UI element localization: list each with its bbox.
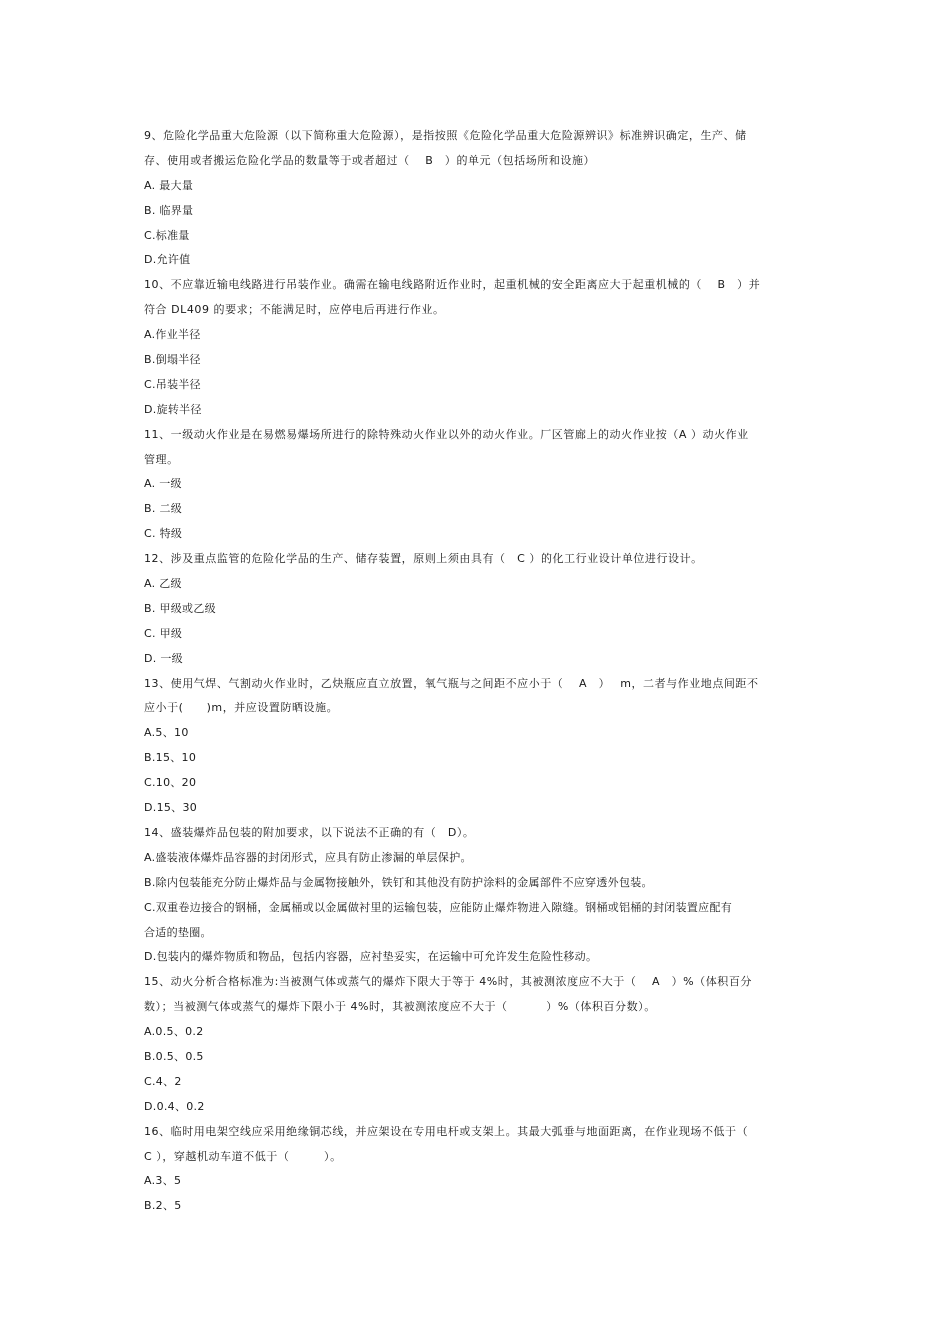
answer-option: A.5、10 bbox=[144, 726, 189, 740]
answer-option: 合适的垫圈。 bbox=[144, 925, 212, 939]
answer-option: B.2、5 bbox=[144, 1199, 182, 1213]
answer-option: C. 甲级 bbox=[144, 626, 183, 640]
answer-option: B.0.5、0.5 bbox=[144, 1049, 204, 1063]
answer-option: B.除内包装能充分防止爆炸品与金属物接触外，铁钉和其他没有防护涂料的金属部件不应穿透外包装。 bbox=[144, 875, 653, 889]
question-text-line: 15、动火分析合格标准为:当被测气体或蒸气的爆炸下限大于等于 4%时，其被测浓度应不大于（ A ）%（体积百分 bbox=[144, 975, 752, 989]
answer-option: D.15、30 bbox=[144, 801, 198, 815]
answer-option: C. 特级 bbox=[144, 527, 183, 541]
question-text-line: 13、使用气焊、气割动火作业时，乙炔瓶应直立放置，氧气瓶与之间距不应小于（ A ） m，二者与作业地点间距不 bbox=[144, 676, 759, 690]
answer-option: B.倒塌半径 bbox=[144, 353, 201, 367]
question-text-line: 符合 DL409 的要求；不能满足时，应停电后再进行作业。 bbox=[144, 303, 445, 317]
answer-option: C.吊装半径 bbox=[144, 377, 201, 391]
answer-option: A.盛装液体爆炸品容器的封闭形式，应具有防止渗漏的单层保护。 bbox=[144, 850, 472, 864]
question-text-line: 管理。 bbox=[144, 452, 179, 466]
question-text-line: 数）；当被测气体或蒸气的爆炸下限小于 4%时，其被测浓度应不大于（ ）%（体积百分数）。 bbox=[144, 1000, 656, 1014]
answer-option: A. 乙级 bbox=[144, 577, 182, 591]
question-text-line: 14、盛装爆炸品包装的附加要求，以下说法不正确的有（ D）。 bbox=[144, 825, 475, 839]
answer-option: B. 临界量 bbox=[144, 203, 194, 217]
question-text-line: 存、使用或者搬运危险化学品的数量等于或者超过（ B ）的单元（包括场所和设施） bbox=[144, 153, 596, 167]
answer-option: A.作业半径 bbox=[144, 328, 201, 342]
answer-option: A. 最大量 bbox=[144, 178, 194, 192]
answer-option: A.3、5 bbox=[144, 1174, 182, 1188]
answer-option: D. 一级 bbox=[144, 651, 183, 665]
question-text-line: 11、一级动火作业是在易燃易爆场所进行的除特殊动火作业以外的动火作业。厂区管廊上的动火作业按（A ）动火作业 bbox=[144, 427, 749, 441]
document-body bbox=[144, 124, 808, 1219]
question-text-line: 16、临时用电架空线应采用绝缘铜芯线，并应架设在专用电杆或支架上。其最大弧垂与地面距离，在作业现场不低于（ bbox=[144, 1124, 749, 1138]
answer-option: C.双重卷边接合的钢桶，金属桶或以金属做衬里的运输包装，应能防止爆炸物进入隙缝。钢桶或铝桶的封闭装置应配有 bbox=[144, 900, 733, 914]
answer-option: D.旋转半径 bbox=[144, 402, 202, 416]
answer-option: B. 二级 bbox=[144, 502, 183, 516]
question-text-line: 12、涉及重点监管的危险化学品的生产、储存装置，原则上须由具有（ C ）的化工行业设计单位进行设计。 bbox=[144, 552, 703, 566]
answer-option: B. 甲级或乙级 bbox=[144, 601, 216, 615]
question-text-line: C ），穿越机动车道不低于（ ）。 bbox=[144, 1149, 342, 1163]
answer-option: A.0.5、0.2 bbox=[144, 1025, 204, 1039]
answer-option: C.10、20 bbox=[144, 776, 197, 790]
answer-option: D.允许值 bbox=[144, 253, 191, 267]
answer-option: A. 一级 bbox=[144, 477, 182, 491]
answer-option: D.包装内的爆炸物质和物品，包括内容器，应衬垫妥实，在运输中可允许发生危险性移动。 bbox=[144, 950, 598, 964]
answer-option: C.标准量 bbox=[144, 228, 190, 242]
question-text-line: 应小于( )m，并应设置防晒设施。 bbox=[144, 701, 339, 715]
question-text-line: 9、危险化学品重大危险源（以下简称重大危险源），是指按照《危险化学品重大危险源辨识》标准辨识确定，生产、储 bbox=[144, 129, 747, 142]
answer-option: B.15、10 bbox=[144, 751, 197, 765]
answer-option: D.0.4、0.2 bbox=[144, 1099, 205, 1113]
question-text-line: 10、不应靠近输电线路进行吊装作业。确需在输电线路附近作业时，起重机械的安全距离应大于起重机械的（ B ）并 bbox=[144, 278, 761, 292]
answer-option: C.4、2 bbox=[144, 1074, 182, 1088]
